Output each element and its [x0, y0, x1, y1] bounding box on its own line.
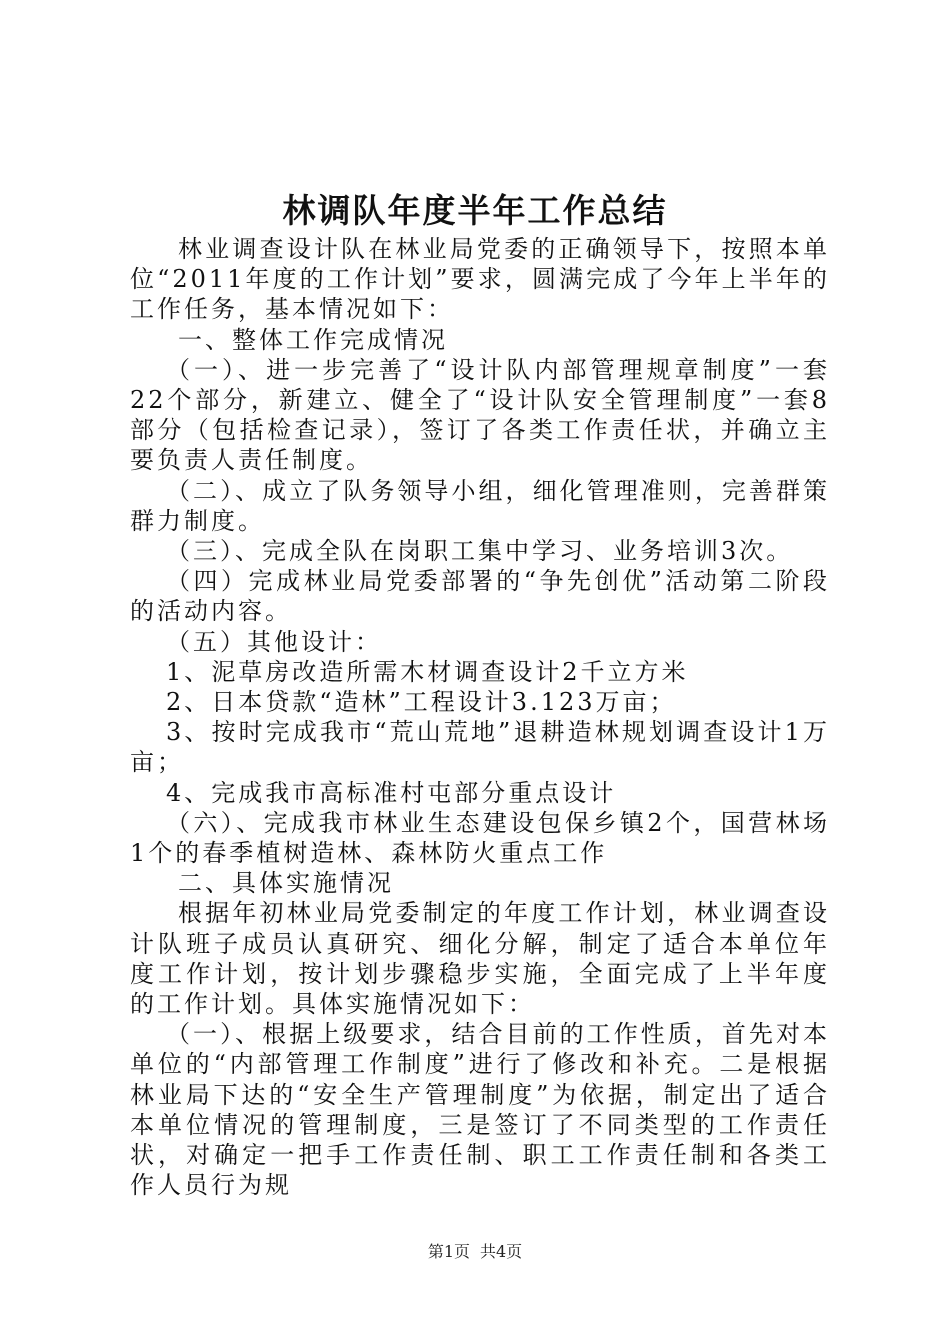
paragraph-intro: 林业调查设计队在林业局党委的正确领导下，按照本单位“2011年度的工作计划”要求，圆满完成了今年上半年的工作任务，基本情况如下： — [130, 235, 830, 324]
paragraph-item-4: （四）完成林业局党委部署的“争先创优”活动第二阶段的活动内容。 — [130, 567, 830, 626]
document-body — [130, 234, 830, 1201]
list-item-4: 4、完成我市高标准村屯部分重点设计 — [166, 778, 617, 807]
paragraph-implementation-1: （一）、根据上级要求，结合目前的工作性质，首先对本单位的“内部管理工作制度”进行了修改和补充。二是根据林业局下达的“安全生产管理制度”为依据，制定出了适合本单位情况的管理制度，三是签订了不同类型的工作责任状，对确定一把手工作责任制、职工工作责任制和各类工作人员行为规 — [130, 1020, 830, 1200]
paragraph-item-1: （一）、进一步完善了“设计队内部管理规章制度”一套22个部分，新建立、健全了“设计队安全管理制度”一套8部分（包括检查记录），签订了各类工作责任状，并确立主要负责人责任制度。 — [130, 355, 830, 475]
document-title: 林调队年度半年工作总结 — [282, 191, 668, 230]
paragraph-implementation: 根据年初林业局党委制定的年度工作计划，林业调查设计队班子成员认真研究、细化分解，制定了适合本单位年度工作计划，按计划步骤稳步实施，全面完成了上半年度的工作计划。具体实施情况如下： — [130, 899, 830, 1019]
section-heading-2: 二、具体实施情况 — [178, 869, 394, 898]
section-heading-1: 一、整体工作完成情况 — [178, 325, 448, 354]
paragraph-item-2: （二）、成立了队务领导小组，细化管理准则，完善群策群力制度。 — [130, 476, 830, 535]
list-item-3: 3、按时完成我市“荒山荒地”退耕造林规划调查设计1万亩； — [130, 718, 830, 777]
paragraph-item-5: （五）其他设计： — [166, 627, 382, 656]
list-item-1: 1、泥草房改造所需木材调查设计2千立方米 — [166, 657, 689, 686]
page-number: 第1页 — [427, 1242, 470, 1261]
page-total: 共4页 — [480, 1242, 523, 1261]
paragraph-item-3: （三）、完成全队在岗职工集中学习、业务培训3次。 — [166, 537, 794, 566]
paragraph-item-6: （六）、完成我市林业生态建设包保乡镇2个，国营林场1个的春季植树造林、森林防火重点工作 — [130, 808, 830, 868]
page-footer — [0, 1241, 950, 1263]
list-item-2: 2、日本贷款“造林”工程设计3.123万亩； — [166, 688, 677, 717]
